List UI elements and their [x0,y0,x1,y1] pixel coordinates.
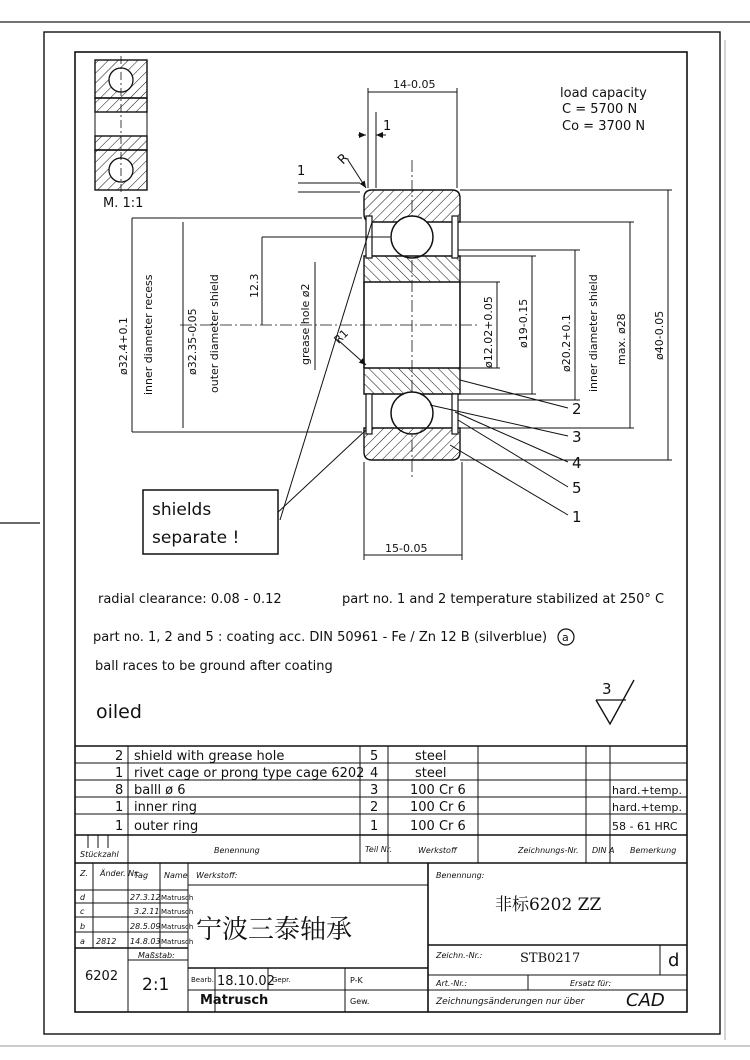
svg-text:5: 5 [370,749,379,764]
note-temperature: part no. 1 and 2 temperature stabilized at 250° C [342,592,665,607]
svg-text:rivet cage or prong type cage: rivet cage or prong type cage 6202 [134,766,365,781]
svg-text:8: 8 [115,783,124,798]
callout-1: 1 [572,508,582,526]
dim-grease-hole: grease hole ø2 [299,283,312,365]
pk-label: P-K [350,976,363,985]
dim-12-02: ø12.02+0.05 [482,296,495,368]
rev-header-z: Z. [80,869,89,878]
header-material: Werkstoff [418,846,457,855]
parts-rows [115,749,682,834]
label-inner-recess: inner diameter recess [142,274,155,395]
dim-r1: R1 [331,326,352,347]
gepr-label: Gepr. [272,976,291,984]
table-row [115,783,682,798]
table-row [115,800,682,815]
note-oiled: oiled [96,701,142,723]
table-row [115,749,446,764]
svg-text:2812: 2812 [96,937,117,946]
svg-text:balll ø 6: balll ø 6 [134,783,186,798]
svg-text:steel: steel [415,766,447,781]
scale-label: M. 1:1 [103,196,144,211]
drawing-title: 非标6202 ZZ [495,895,602,915]
svg-text:100 Cr 6: 100 Cr 6 [410,819,466,834]
dimension-texts [117,78,666,555]
dim-outer-shield: ø32.35-0.05 [186,308,199,375]
svg-text:1: 1 [370,819,379,834]
svg-text:Matrusch: Matrusch [161,908,194,916]
callout-4: 4 [572,454,582,472]
dim-top-gap: 1 [383,119,392,134]
svg-text:outer ring: outer ring [134,819,199,834]
svg-text:Matrusch: Matrusch [161,923,194,931]
art-label: Art.-Nr.: [436,979,468,988]
dim-top-width: 14-0.05 [393,78,436,91]
dim-12-3: 12.3 [248,273,261,298]
svg-text:100 Cr 6: 100 Cr 6 [410,783,466,798]
bearb-date: 18.10.02 [217,974,275,989]
table-row [80,937,193,946]
parts-header [80,845,676,859]
cad-mark: CAD [626,990,665,1011]
svg-text:1: 1 [115,766,124,781]
surface-value: 3 [602,680,612,698]
svg-text:b: b [80,922,86,931]
svg-text:hard.+temp.: hard.+temp. [612,784,683,797]
note-radial-clearance: radial clearance: 0.08 - 0.12 [98,592,282,607]
zeichn-label: Zeichn.-Nr.: [436,951,483,960]
part-number: 6202 [85,969,119,984]
table-row [115,766,446,781]
benennung-label: Benennung: [436,871,485,880]
svg-text:3: 3 [370,783,379,798]
rev-header-date: Tag [134,871,149,880]
svg-text:steel: steel [415,749,447,764]
svg-text:58 - 61 HRC: 58 - 61 HRC [612,820,678,833]
coating-mark: a [562,631,569,644]
dim-40: ø40-0.05 [653,310,666,360]
dim-radius: R [335,150,353,168]
dim-max-28: max. ø28 [615,313,628,365]
svg-text:shield with grease hole: shield with grease hole [134,749,285,764]
load-capacity-title: load capacity [560,86,647,101]
load-capacity-c: C = 5700 N [562,102,638,117]
header-part-no: Teil Nr. [365,845,392,854]
label-outer-shield: outer diameter shield [208,274,221,393]
scale-value: 2:1 [142,975,170,995]
svg-text:hard.+temp.: hard.+temp. [612,801,683,814]
svg-text:d: d [80,893,86,902]
gew-label: Gew. [350,997,370,1006]
shields-note-line2: separate ! [152,528,240,548]
dim-20-2: ø20.2+0.1 [560,314,573,372]
header-qty: Stückzahl [80,850,119,859]
rev-header-name: Name [164,871,188,880]
drawing-number: STB0217 [520,951,581,966]
svg-text:28.5.09: 28.5.09 [130,922,161,931]
header-remark: Bemerkung [630,846,677,855]
label-inner-shield: inner diameter shield [587,274,600,392]
note-ball-races: ball races to be ground after coating [95,659,333,674]
part-callouts [572,400,582,526]
table-row [80,907,193,916]
svg-text:4: 4 [370,766,379,781]
svg-text:a: a [80,937,85,946]
callout-2: 2 [572,400,582,418]
company-name: 宁波三泰轴承 [196,915,353,945]
callout-3: 3 [572,428,582,446]
bearb-name: Matrusch [200,993,269,1008]
rev-header-werkstoff: Werkstoff: [196,871,238,880]
svg-text:c: c [80,907,85,916]
dim-bottom-width: 15-0.05 [385,542,428,555]
svg-text:inner ring: inner ring [134,800,198,815]
table-row [80,922,193,931]
rev-header-change: Änder. Nr. [100,869,140,878]
svg-text:2: 2 [115,749,124,764]
shields-note [143,490,278,554]
table-row [115,819,678,834]
svg-text:2: 2 [370,800,379,815]
general-notes [93,592,664,724]
revision-letter: d [668,950,680,971]
load-capacity [560,86,647,134]
ersatz-label: Ersatz für: [570,979,612,988]
load-capacity-co: Co = 3700 N [562,119,646,134]
svg-text:14.8.03: 14.8.03 [130,937,161,946]
svg-text:3.2.11: 3.2.11 [134,907,160,916]
dim-19: ø19-0.15 [517,298,530,348]
note-coating: part no. 1, 2 and 5 : coating acc. DIN 50961 - Fe / Zn 12 B (silverblue) [93,630,548,645]
bearb-label: Bearb. [191,976,214,984]
svg-text:27.3.12: 27.3.12 [130,893,161,902]
svg-text:Matrusch: Matrusch [161,938,194,946]
dim-inner-recess: ø32.4+0.1 [117,317,130,375]
scale-view-1-1 [95,56,147,195]
svg-text:100 Cr 6: 100 Cr 6 [410,800,466,815]
header-din: DIN A [592,846,615,855]
header-name: Benennung [214,846,260,855]
changes-note: Zeichnungsänderungen nur über [436,997,585,1007]
svg-text:1: 1 [115,800,124,815]
header-drawing-no: Zeichnungs-Nr. [518,846,579,855]
shields-note-line1: shields [152,500,212,520]
table-row [80,893,193,902]
callout-5: 5 [572,479,582,497]
svg-text:Matrusch: Matrusch [161,894,194,902]
massstab-label: Maßstab: [138,951,175,960]
svg-text:1: 1 [115,819,124,834]
dim-side-gap: 1 [297,164,306,179]
